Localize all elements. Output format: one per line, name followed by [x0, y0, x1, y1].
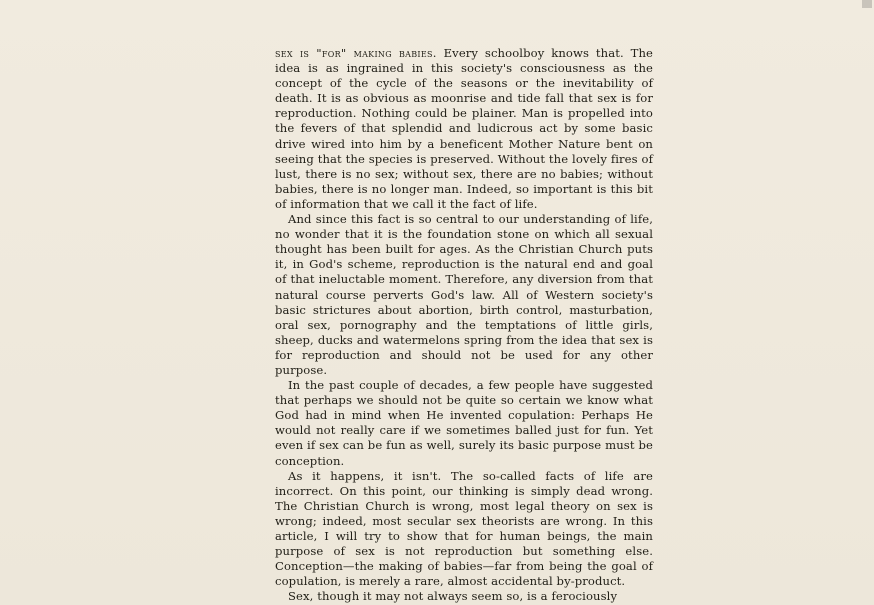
article-text-column	[275, 46, 653, 604]
paragraph-1	[275, 46, 653, 212]
page-corner-mark	[862, 0, 872, 8]
paragraph-5: Sex, though it may not always seem so, is a ferociously	[288, 589, 618, 604]
lead-in-small-caps: sex is "for" making babies.	[275, 46, 437, 60]
paragraph-4: As it happens, it isn't. The so-called facts of life are incorrect. On this point, our thinking is simply dead wrong. The Christian Church is wrong, most legal theory on sex is wrong; indeed, most secular sex theorists are wrong. In this article, I will try to show that for human beings, the main purpose of sex is not reproduction but something else. Conception—the making of babies—far from being the goal of copulation, is merely a rare, almost accidental by-product.	[275, 468, 653, 589]
paragraph-1-text: Every schoolboy knows that. The idea is as ingrained in this society's consciousness as the concept of the cycle of the seasons or the inevitability of death. It is as obvious as moonrise and tide fall that sex is for reproduction. Nothing could be plainer. Man is propelled into the fevers of that splendid and ludicrous act by some basic drive wired into him by a beneficent Mother Nature bent on seeing that the species is preserved. Without the lovely fires of lust, there is no sex; without sex, there are no babies; without babies, there is no longer man. Indeed, so important is this bit of information that we call it the fact of life.	[275, 46, 653, 211]
paragraph-3: In the past couple of decades, a few people have suggested that perhaps we should not be quite so certain we know what God had in mind when He invented copulation: Perhaps He would not really care if we sometimes balled just for fun. Yet even if sex can be fun as well, surely its basic purpose must be conception.	[275, 378, 653, 468]
paragraph-2: And since this fact is so central to our understanding of life, no wonder that it is the foundation stone on which all sexual thought has been built for ages. As the Christian Church puts it, in God's scheme, reproduction is the natural end and goal of that ineluctable moment. Therefore, any diversion from that natural course perverts God's law. All of Western society's basic strictures about abortion, birth control, masturbation, oral sex, pornography and the temptations of little girls, sheep, ducks and watermelons spring from the idea that sex is for reproduction and should not be used for any other purpose.	[275, 212, 653, 377]
